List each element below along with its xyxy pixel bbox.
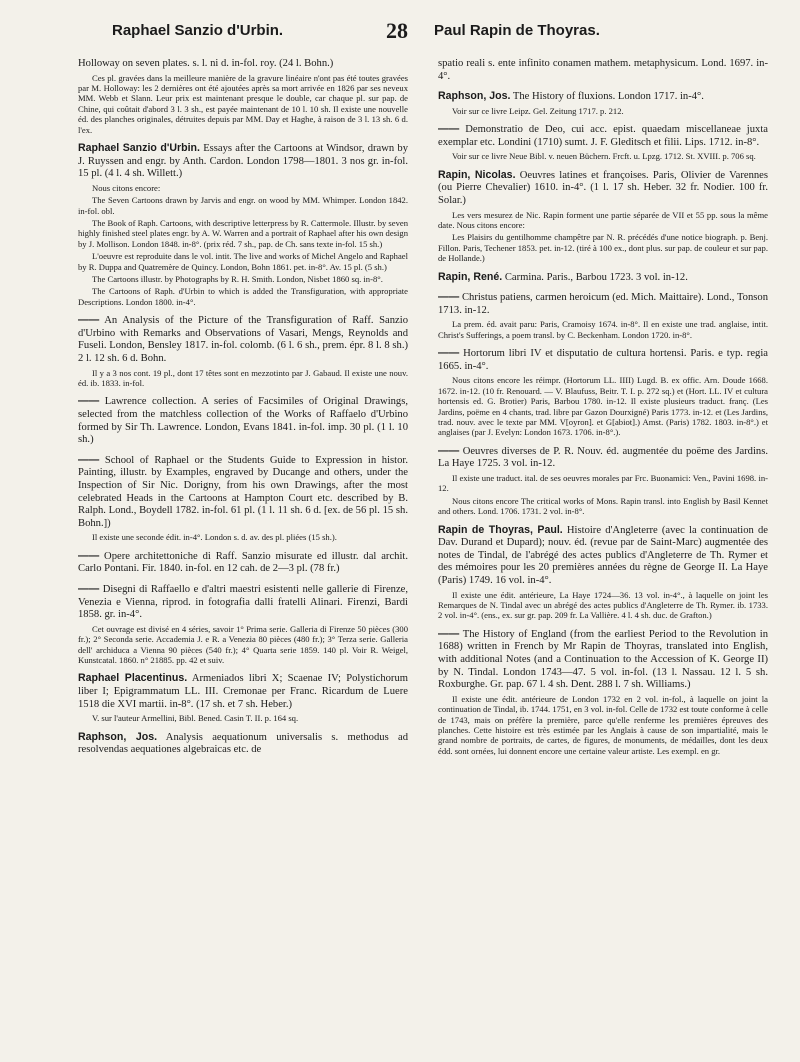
entry-note: The Seven Cartoons drawn by Jarvis and engr. on wood by MM. Whimper. London 1842. in-fol. obl. xyxy=(78,195,408,216)
entry-body: Essays after the Cartoons at Windsor, drawn by J. Ruyssen and engr. by Anth. Cardon. London 1798—1801. 3 nos gr. in-fol. 15 pl. (4 l. 4 sh. Willett.) xyxy=(78,143,408,180)
entry-note: Il existe une seconde édit. in-4°. London s. d. av. des pl. pliées (15 sh.). xyxy=(92,532,337,543)
bibliography-entry xyxy=(438,123,768,162)
running-head-right: Paul Rapin de Thoyras. xyxy=(434,22,600,39)
entry-lead: —— xyxy=(438,627,460,640)
entry-lead: Raphael Sanzio d'Urbin. xyxy=(78,142,200,155)
bibliography-entry xyxy=(438,169,768,264)
bibliography-entry xyxy=(78,58,408,135)
entry-lead: —— xyxy=(438,347,460,360)
bibliography-entry xyxy=(438,347,768,438)
entry-lead: —— xyxy=(78,549,100,562)
entry-body: Analysis aequationum universalis s. methodus ad resolvendas aequationes algebraicas etc. de xyxy=(78,731,408,756)
entry-lead: —— xyxy=(78,395,100,408)
entry-text xyxy=(78,672,408,711)
entry-body: Oeuvres diverses de P. R. Nouv. éd. augmentée du poëme des Jardins. La Haye 1725. 3 vol. in-12. xyxy=(438,445,768,470)
entry-body: An Analysis of the Picture of the Transfiguration of Raff. Sanzio d'Urbino with Remarks and Observations of Vasari, Mengs, Reynolds and Fuseli. London, Bensley 1817. in-fol. colomb. (6 l. 6 sh., prem. épr. 8 l. 8 sh.) 2 l. 12 sh. 6 d. Bohn. xyxy=(78,315,408,365)
entry-lead: —— xyxy=(78,453,100,466)
entry-body: Oeuvres latines et françoises. Paris, Olivier de Varennes (ou Pierre Chevalier) 1610. in-4°. (1 l. 17 sh. Heber. 32 fr. Nodier. 100 fr. Solar.) xyxy=(438,169,768,206)
entry-body: Christus patiens, carmen heroicum (ed. Mich. Maittaire). Lond., Tonson 1713. in-12. xyxy=(438,292,768,316)
entry-note: Ces pl. gravées dans la meilleure manière de la gravure linéaire n'ont pas été toutes gravées par M. Holloway: les 2 dernières ont été ajoutées après sa mort arrivée en 1826 par ses neveux MM. Webb et Slann. Leur prix est maintenant presque le double, car chaque pl. sur pap. de Chine, qui coûtait d'abord 3 l. 3 sh., est payée maintenant de 10 l. 10 sh. Il existe une nouvelle éd. des planches originales, détruites depuis par MM. Day et Haghe, à raison de 3 l. 13 sh. 6 d. l'ex. xyxy=(78,72,408,135)
entry-lead: —— xyxy=(78,583,100,595)
entry-body: Opere architettoniche di Raff. Sanzio misurate ed illustr. dal archit. Carlo Pontani. Fir. 1840. in-fol. en 12 cah. de 2—3 pl. (78 fr.) xyxy=(78,550,408,575)
entry-text xyxy=(78,58,408,71)
entry-lead: —— xyxy=(438,123,460,136)
entry-text xyxy=(438,123,768,149)
entry-note: La prem. éd. avait paru: Paris, Cramoisy 1674. in-8°. Il en existe une trad. anglaise, intit. Christ's Sufferings, a poem transl. by C. Beckenham. London 1720. in-8°. xyxy=(438,319,768,340)
entry-text xyxy=(78,314,408,365)
entry-note: Voir sur ce livre Neue Bibl. v. neuen Büchern. Frcft. u. Lpzg. 1712. St. XVIII. p. 706 sq. xyxy=(452,151,756,162)
entry-text xyxy=(438,347,768,373)
entry-note: Les vers mesurez de Nic. Rapin forment une partie séparée de VII et 55 pp. sous la même date. Nous citons encore: xyxy=(438,209,768,230)
entry-body: Disegni di Raffaello e d'altri maestri esistenti nelle gallerie di Firenze, Venezia e Vienna, riprod. in fotografia dalli fratelli Alinari. Firenzi, Bardi 1858. gr. in-4°. xyxy=(78,584,408,621)
entry-text xyxy=(438,271,768,285)
entry-lead: Raphson, Jos. xyxy=(78,730,158,743)
entry-note: Nous citons encore: xyxy=(92,182,161,193)
entry-lead: Rapin, Nicolas. xyxy=(438,168,516,181)
bibliography-entry xyxy=(78,583,408,665)
bibliography-entry xyxy=(78,314,408,388)
entry-note: Les Plaisirs du gentilhomme champêtre par N. R. précédés d'une notice biograph. p. Benj. Fillon. Paris, Techener 1853. pet. in-12. (tiré à 100 ex., dont plus. sur pap. de couleur et sur pap. de Hollande.) xyxy=(438,232,768,264)
bibliography-entry xyxy=(438,291,768,340)
bibliography-entry xyxy=(438,628,768,756)
bibliography-entry xyxy=(78,731,408,757)
entry-text xyxy=(78,142,408,181)
entry-lead: —— xyxy=(78,314,100,327)
entry-text xyxy=(438,291,768,317)
bibliography-entry xyxy=(438,90,768,116)
entry-text xyxy=(438,445,768,471)
bibliography-entry xyxy=(78,395,408,446)
bibliography-entry xyxy=(78,142,408,307)
entry-text xyxy=(438,90,768,104)
entry-lead: —— xyxy=(438,444,460,457)
bibliography-entry xyxy=(438,445,768,517)
entry-body: spatio reali s. ente infinito conamen mathem. metaphysicum. Lond. 1697. in-4°. xyxy=(438,58,768,82)
entry-body: Demonstratio de Deo, cui acc. epist. quaedam miscellaneae juxta exemplar etc. Londini (1710) sumt. J. F. Gleditsch et filii. Lips. 1712. in-8°. xyxy=(438,124,768,148)
entry-text xyxy=(78,583,408,622)
page-number: 28 xyxy=(386,18,408,43)
entry-lead: —— xyxy=(438,291,460,304)
entry-lead: Rapin de Thoyras, Paul. xyxy=(438,523,563,536)
entry-text xyxy=(78,550,408,576)
right-column xyxy=(438,58,768,1053)
entry-note: L'oeuvre est reproduite dans le vol. intit. The live and works of Michel Angelo and Raphael by R. Duppa and Quatremère de Quincy. London, Bohn 1861. pet. in-8°. Av. 15 pl. (5 sh.) xyxy=(78,251,408,272)
entry-text xyxy=(78,731,408,757)
entry-note: Cet ouvrage est divisé en 4 séries, savoir 1° Prima serie. Galleria di Firenze 50 pièces (300 fr.); 2° Seconda serie. Accademia J. e R. a Venezia 80 pièces (480 fr.); 3° Terza serie. Galleria dell' archiduca a Vienna 90 pièces (540 fr.); 4° Quarta serie 1859. 140 pl. Voir R. Weigel, Kunstcatal. 1860. n° 21885. pp. 42 et suiv. xyxy=(78,623,408,665)
bibliography-entry xyxy=(438,58,768,83)
entry-text xyxy=(438,524,768,588)
bibliography-entry xyxy=(78,672,408,723)
entry-lead: Rapin, René. xyxy=(438,270,503,283)
entry-note: Il existe une édit. antérieure de London 1732 en 2 vol. in-fol., à laquelle on joint la continuation de Tindal, ib. 1744. 1751, en 3 vol. in-fol. Celle de 1732 est toute conforme à celle de 1743, mais on préfère la première, parce qu'elle renferme les premières épreuves des planches. Cette histoire est très estimée par les Anglais à cause de son impartialité, mais le grand nombre de portraits, de cartes, de figures, de monuments, de médailles, dont les deux édd. sont ornées, lui donnent encore une certaine valeur artiste. Les exempl. en gr. xyxy=(438,693,768,756)
entry-note: Nous citons encore The critical works of Mons. Rapin transl. into English by Basil Kennet and others. Lond. 1706. 1731. 2 vol. in-8°. xyxy=(438,495,768,517)
entry-body: The History of England (from the earliest Period to the Revolution in 1688) written in French by Mr Rapin de Thoyras, translated into English, with additional Notes (and a Continuation to the Accession of K. George II) by N. Tindal. London 1743—47. 5 vol. in-fol. (13 l. Nassau. 12 l. 5 sh. Roxburghe. Gr. pap. 67 l. 4 sh. Dent. 288 l. 7 sh. Williams.) xyxy=(438,628,768,691)
entry-note: Voir sur ce livre Leipz. Gel. Zeitung 1717. p. 212. xyxy=(452,105,624,116)
entry-note: Il y a 3 nos cont. 19 pl., dont 17 têtes sont en mezzotinto par J. Gabaud. Il existe une nouv. éd. ib. 1833. in-fol. xyxy=(78,367,408,389)
entry-note: Nous citons encore les réimpr. (Hortorum LL. IIII) Lugd. B. ex offic. Arn. Doude 1668. 1672. in-12. (10 fr. Renouard. — V. Blaufuss, Beitr. T. I. p. 272 sq.) et (Hort. LL. IV et cultura hortensis ed. G. Brotier) Paris, Barbou 1780. in-12. Il existe plusieurs traduct. franç. (Les Jardins, poëme en 4 chants, trad. libre par Gazon Dourxigné) Paris 1773. in-12. et (Les Jardins, trad. nouv. avec le texte par MM. V[oyron]. et G[abiot].) Amst. (Paris) 1782. 1803. in-8°.) et anglaises (par J. Evelyn: London 1673. 1706. in-8°.). xyxy=(438,375,768,438)
entry-text xyxy=(438,628,768,692)
bibliography-entry xyxy=(78,454,408,543)
bibliography-entry xyxy=(438,271,768,285)
entry-note: The Cartoons of Raph. d'Urbin to which is added the Transfiguration, with appropriate Descriptions. London 1800. in-4°. xyxy=(78,286,408,307)
entry-text xyxy=(78,454,408,531)
entry-text xyxy=(438,58,768,83)
entry-note: V. sur l'auteur Armellini, Bibl. Bened. Casin T. II. p. 164 sq. xyxy=(92,713,299,724)
entry-body: Hortorum libri IV et disputatio de cultura hortensi. Paris. e typ. regia 1665. in-4°. xyxy=(438,348,768,372)
entry-body: Histoire d'Angleterre (avec la continuation de Dav. Durand et Dupard); nouv. éd. (revue par de Saint-Marc) augmentée des notes de Tindal, de l'abrégé des actes publics d'Angleterre de Th. Rymer et des mémoires pour les 20 premières années du règne de George II. La Haye (Paris) 1749. 16 vol. in-4°. xyxy=(438,524,768,586)
entry-body: Holloway on seven plates. s. l. ni d. in-fol. roy. (24 l. Bohn.) xyxy=(78,58,334,69)
bibliography-entry xyxy=(78,550,408,576)
entry-text xyxy=(438,169,768,208)
entry-body: Carmina. Paris., Barbou 1723. 3 vol. in-12. xyxy=(502,271,688,283)
entry-note: Il existe une traduct. ital. de ses oeuvres morales par Frc. Buonamici: Ven., Pavini 1698. in-12. xyxy=(438,473,768,494)
entry-note: The Book of Raph. Cartoons, with descriptive letterpress by R. Cattermole. Illustr. by seven highly finished steel plates engr. by A. W. Warren and a portrait of Raphael after his own design by J. Mollison. London 1848. in-8°. (prix réd. 7 sh., pap. de Ch. sans texte in-fol. 15 sh.) xyxy=(78,218,408,249)
entry-lead: Raphson, Jos. xyxy=(438,90,511,103)
entry-note: The Cartoons illustr. by Photographs by R. H. Smith. London, Nisbet 1860 sq. in-8°. xyxy=(92,274,383,285)
bibliography-entry xyxy=(438,524,768,621)
running-head-left: Raphael Sanzio d'Urbin. xyxy=(112,22,284,39)
entry-note: Il existe une édit. antérieure, La Haye 1724—36. 13 vol. in-4°., à laquelle on joint les Remarques de N. Tindal avec un abrégé des actes publics d'Angleterre de Th. Rymer. ib. 1733. 2 vol. in-4°. (ens., ex. sur gr. pap. 209 fr. La Vallière. 4 l. 4 sh. duc. de Grafton.) xyxy=(438,589,768,621)
entry-text xyxy=(78,395,408,446)
entry-body: School of Raphael or the Students Guide to Expression in histor. Painting, illustr. by Examples, engraved by Ducange and others, under the Inspection of Sir Nic. Dorigny, from his own Drawings, after the most celebrated Heads in the Cartoons at Hampton Court etc. described by B. Ralph. Lond., Boydell 1782. in-fol. 61 pl. (1 l. 11 sh. 6 d. [ex. de 56 pl. 15 sh. Bohn.]) xyxy=(78,454,408,529)
entry-body: Armeniados libri X; Scaenae IV; Polystichorum liber I; Epigrammatum LL. III. Cremonae per Franc. Ricardum de Luere 1518 die XVI martii. in-8°. (17 sh. et 7 sh. Heber.) xyxy=(78,673,408,710)
entry-lead: Raphael Placentinus. xyxy=(78,672,188,685)
entry-body: Lawrence collection. A series of Facsimiles of Original Drawings, selected from the matchless collection of the Works of Raffaelo d'Urbino formed by Sir Th. Lawrence. London, Evans 1841. in-fol. imp. 30 pl. (1 l. 10 sh.) xyxy=(78,396,408,446)
left-column xyxy=(78,58,408,1053)
entry-body: The History of fluxions. London 1717. in-4°. xyxy=(510,91,704,103)
